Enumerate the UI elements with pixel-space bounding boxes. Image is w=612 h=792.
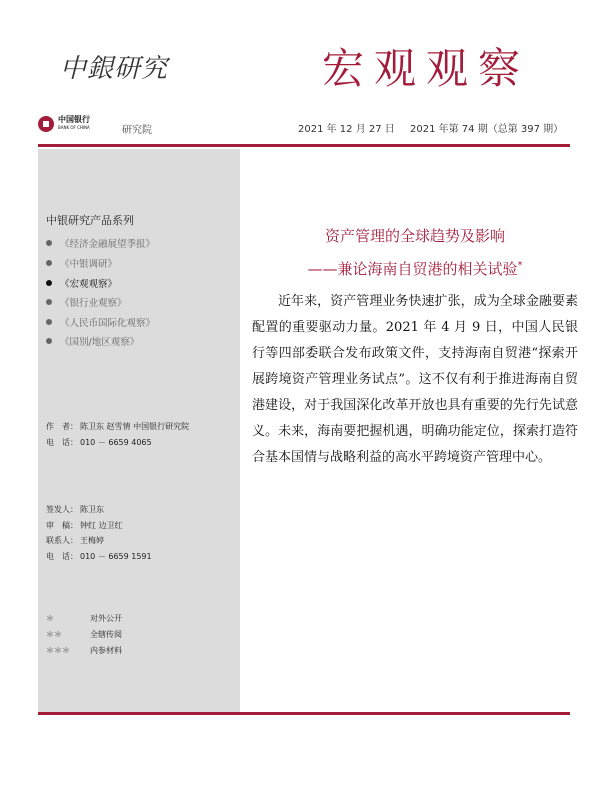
- series-label: 《银行业观察》: [60, 298, 127, 309]
- article-title: 资产管理的全球趋势及影响: [324, 227, 505, 245]
- publication-title: 宏观观察: [322, 44, 531, 93]
- level-item: [46, 645, 122, 656]
- label: 签发人：: [46, 505, 78, 514]
- level-item: [46, 629, 122, 640]
- series-label: 《国别/地区观察》: [60, 337, 140, 348]
- value: 王梅婷: [80, 536, 104, 545]
- value: 陈卫东 赵雪情 中国银行研究院: [80, 422, 190, 431]
- bank-name-en: BANK OF CHINA: [58, 125, 90, 130]
- issue-number: 2021 年第 74 期（总第 397 期）: [410, 124, 564, 135]
- report-date: 2021 年 12 月 27 日: [298, 124, 395, 135]
- level-label: 对外公开: [90, 614, 122, 623]
- level-item: [46, 613, 122, 624]
- level-label: 内参材料: [90, 646, 122, 655]
- label: 电 话：: [46, 438, 78, 447]
- value: 010 － 6659 1591: [80, 552, 152, 561]
- label: 审 稿：: [46, 521, 78, 530]
- bullet-icon: [46, 240, 52, 246]
- footnote-mark[interactable]: *: [517, 260, 523, 271]
- bank-name: 中国银行: [58, 115, 90, 124]
- star-icon: ＊＊: [46, 630, 62, 639]
- article-abstract: 近年来，资产管理业务快速扩张，成为全球金融要素配置的重要驱动力量。2021 年 4 月 9 日，中国人民银行等四部委联合发布政策文件，支持海南自贸港“探索开展跨境资产管理业务试点”。这不仅有利于推进海南自贸港建设，对于我国深化改革开放也具有重要的先行先试意义。未来，海南要把握机遇，明确功能定位，探索打造符合基本国情与战略利益的高水平跨境资产管理中心。: [252, 294, 578, 465]
- bullet-icon: [46, 338, 52, 344]
- top-divider: [38, 144, 570, 147]
- label: 作 者：: [46, 422, 78, 431]
- brand-calligraphy-logo: 中銀研究: [60, 54, 169, 84]
- bank-logo: [38, 116, 90, 132]
- bullet-icon: [46, 319, 52, 325]
- reviewer-line: [46, 520, 123, 531]
- subtitle-text: ——兼论海南自贸港的相关试验: [307, 260, 518, 278]
- series-item: [46, 315, 155, 329]
- series-title: 中银研究产品系列: [46, 214, 134, 227]
- series-label: 《宏观观察》: [60, 279, 118, 290]
- value: 陈卫东: [80, 505, 104, 514]
- series-label: 《经济金融展望季报》: [60, 239, 156, 250]
- series-item: [46, 236, 155, 250]
- star-icon: ＊: [46, 614, 54, 623]
- series-item: [46, 334, 139, 348]
- bottom-divider: [38, 712, 570, 715]
- author-line: [46, 421, 189, 432]
- label: 电 话：: [46, 552, 78, 561]
- value: 010 － 6659 4065: [80, 438, 152, 447]
- series-item: [46, 295, 127, 309]
- level-label: 全辖传阅: [90, 630, 122, 639]
- bank-logo-icon: [38, 116, 54, 132]
- bullet-icon: [46, 280, 52, 286]
- bullet-icon: [46, 260, 52, 266]
- label: 联系人：: [46, 536, 78, 545]
- series-item: [46, 256, 117, 270]
- contact-phone: [46, 551, 152, 562]
- star-icon: ＊＊＊: [46, 646, 70, 655]
- series-label: 《中银调研》: [60, 259, 118, 270]
- signer-line: [46, 504, 104, 515]
- value: 钟红 边卫红: [80, 521, 123, 530]
- article-subtitle: [252, 258, 578, 279]
- bullet-icon: [46, 299, 52, 305]
- author-phone: [46, 437, 152, 448]
- series-label: 《人民币国际化观察》: [60, 318, 156, 329]
- series-item-active: [46, 276, 117, 290]
- contact-line: [46, 535, 104, 546]
- institute-label: 研究院: [122, 125, 152, 136]
